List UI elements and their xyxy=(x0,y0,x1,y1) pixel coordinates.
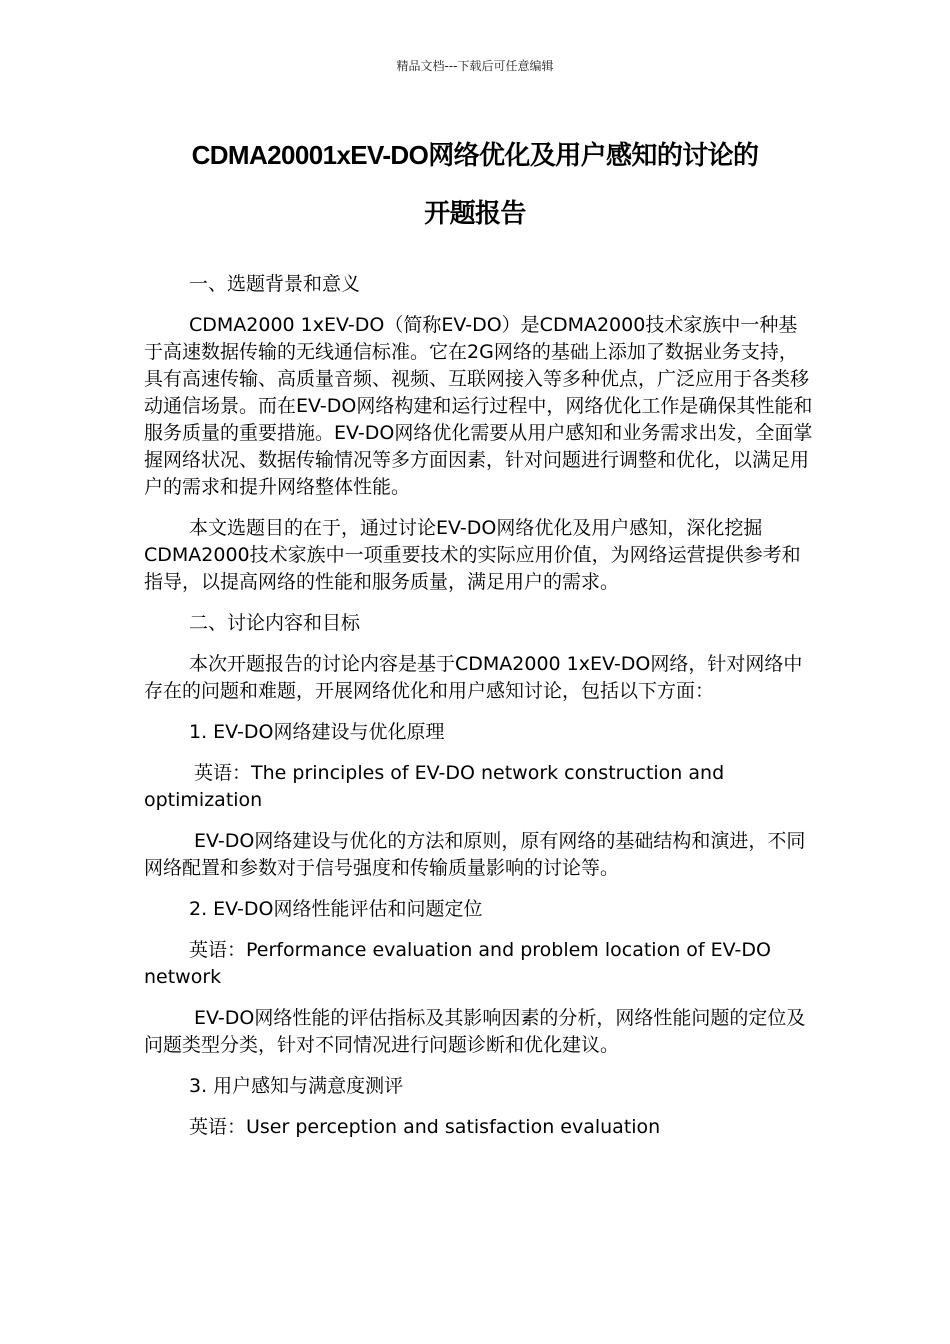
list-item-1-description: EV-DO网络建设与优化的方法和原则，原有网络的基础结构和演进，不同网络配置和参数对于信号强度和传输质量影响的讨论等。 xyxy=(144,830,806,879)
list-item-3-heading: 3. 用户感知与满意度测评 xyxy=(189,1075,404,1097)
list-item-3-english: 英语：User perception and satisfaction evaluation xyxy=(189,1116,661,1138)
paragraph-content-intro: 本次开题报告的讨论内容是基于CDMA2000 1xEV-DO网络，针对网络中存在的问题和难题，开展网络优化和用户感知讨论，包括以下方面： xyxy=(144,653,803,702)
list-item-1-heading: 1. EV-DO网络建设与优化原理 xyxy=(189,721,445,743)
paragraph-evdo-intro: CDMA2000 1xEV-DO（简称EV-DO）是CDMA2000技术家族中一种基于高速数据传输的无线通信标准。它在2G网络的基础上添加了数据业务支持，具有高速传输、高质量音频、视频、互联网接入等多种优点，广泛应用于各类移动通信场景。而在EV-DO网络构建和运行过程中，网络优化工作是确保其性能和服务质量的重要措施。EV-DO网络优化需要从用户感知和业务需求出发，全面掌握网络状况、数据传输情况等多方面因素，针对问题进行调整和优化，以满足用户的需求和提升网络整体性能。 xyxy=(144,314,813,498)
list-item-2-english: 英语：Performance evaluation and problem location of EV-DO network xyxy=(144,939,771,988)
list-item-2-heading: 2. EV-DO网络性能评估和问题定位 xyxy=(189,898,483,920)
list-item-2-description: EV-DO网络性能的评估指标及其影响因素的分析，网络性能问题的定位及问题类型分类，针对不同情况进行问题诊断和优化建议。 xyxy=(144,1007,806,1056)
paragraph-purpose: 本文选题目的在于，通过讨论EV-DO网络优化及用户感知，深化挖掘CDMA2000技术家族中一项重要技术的实际应用价值，为网络运营提供参考和指导，以提高网络的性能和服务质量，满足用户的需求。 xyxy=(144,517,801,593)
document-title-line-1: CDMA20001xEV-DO网络优化及用户感知的讨论的 xyxy=(191,140,759,170)
section-heading-background: 一、选题背景和意义 xyxy=(189,273,361,295)
document-body xyxy=(144,271,816,1155)
section-heading-content: 二、讨论内容和目标 xyxy=(189,612,361,634)
list-item-1-english: 英语：The principles of EV-DO network construction and optimization xyxy=(144,762,725,811)
document-title-line-2: 开题报告 xyxy=(424,198,526,228)
page-header-note: 精品文档---下载后可任意编辑 xyxy=(396,59,554,73)
